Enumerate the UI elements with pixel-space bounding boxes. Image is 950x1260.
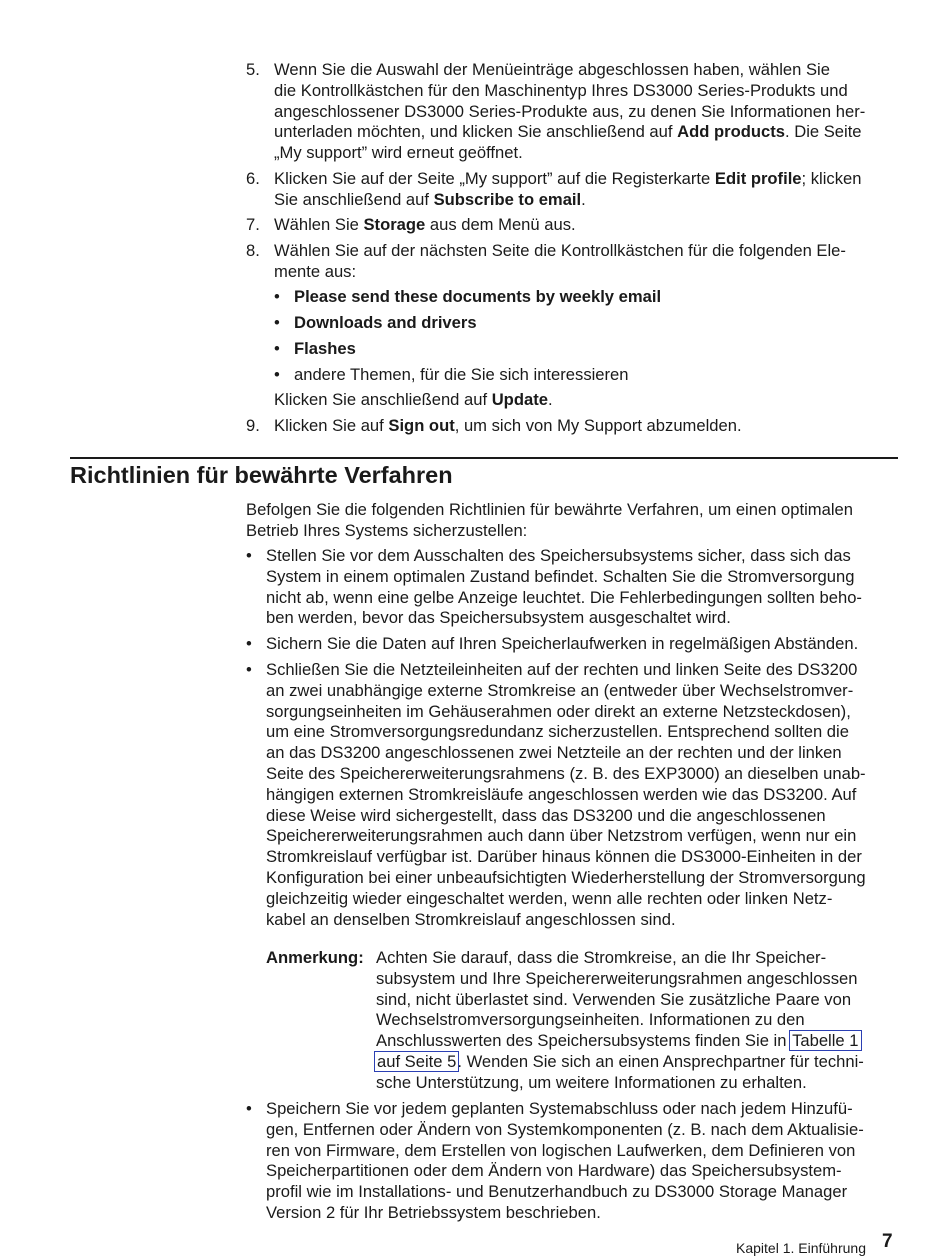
step-number: 7.	[246, 215, 260, 234]
note-line: sind, nicht überlastet sind. Verwenden Sie zusätzliche Paare von	[376, 989, 852, 1009]
bullet-line: an das DS3200 angeschlossenen zwei Netzteile an der rechten und der linken	[266, 743, 842, 763]
step-line: mente aus:	[274, 261, 357, 281]
ui-term-edit-profile: Edit profile	[714, 169, 802, 188]
bullet-line: an zwei unabhängige externe Stromkreise an (entweder über Wechselstromver-	[266, 680, 854, 700]
step-number: 9.	[246, 416, 260, 435]
step-line: „My support” wird erneut geöffnet.	[274, 143, 523, 163]
bullet-marker: •	[274, 313, 280, 332]
step-line: , um sich von My Support abzumelden.	[454, 416, 742, 435]
note-line: sche Unterstützung, um weitere Informationen zu erhalten.	[376, 1072, 807, 1092]
step-line: .	[581, 189, 586, 209]
step-6	[246, 169, 898, 211]
bullet-line: gen, Entfernen oder Ändern von Systemkomponenten (z. B. nach dem Aktualisie-	[266, 1119, 864, 1139]
note-line: Achten Sie darauf, dass die Stromkreise, an die Ihr Speicher-	[376, 948, 827, 967]
step-line: Sie anschließend auf	[274, 189, 434, 209]
bullet-line: Schließen Sie die Netzteileinheiten auf der rechten und linken Seite des DS3200	[266, 660, 858, 679]
bullet-line: ben werden, bevor das Speichersubsystem ausgeschaltet wird.	[266, 608, 731, 628]
step-number: 5.	[246, 60, 260, 79]
list-item	[246, 634, 896, 655]
step-line: .	[547, 390, 553, 409]
option-weekly-email: Please send these documents by weekly email	[294, 287, 662, 306]
note-line: . Wenden Sie sich an einen Ansprechpartner für techni-	[457, 1051, 864, 1071]
bullet-line: System in einem optimalen Zustand befindet. Schalten Sie die Stromversorgung	[266, 566, 855, 586]
bullet-marker: •	[274, 365, 280, 384]
step-line: Klicken Sie anschließend auf	[274, 390, 492, 409]
bullet-line: gleichzeitig wieder eingeschaltet werden, wenn alle rechten oder linken Netz-	[266, 888, 833, 908]
bullet-marker: •	[274, 287, 280, 306]
bullet-line: Speicherpartitionen oder dem Ändern von Hardware) das Speichersubsystem-	[266, 1161, 842, 1181]
section-rule	[70, 457, 898, 459]
bullet-line: Konfiguration bei einer unbeaufsichtigten Wiederherstellung der Stromversorgung	[266, 867, 866, 887]
ui-term-update: Update	[491, 390, 548, 409]
bullet-line: Stellen Sie vor dem Ausschalten des Speichersubsystems sicher, dass sich das	[266, 546, 851, 565]
ui-term-add-products: Add products	[677, 122, 785, 142]
step-5	[246, 60, 898, 164]
bullet-line: um eine Stromversorgungsredundanz sicherzustellen. Entsprechend sollten die	[266, 722, 849, 742]
bullet-line: Sichern Sie die Daten auf Ihren Speicherlaufwerken in regelmäßigen Abständen.	[266, 634, 859, 653]
cross-reference-link[interactable]: Tabelle 1	[789, 1030, 861, 1051]
step-9	[246, 416, 898, 437]
bullet-line: diese Weise wird sichergestellt, dass das DS3200 und die angeschlossenen	[266, 805, 826, 825]
step-line: ; klicken	[801, 169, 862, 188]
step-line: unterladen möchten, und klicken Sie anschließend auf	[274, 122, 678, 142]
ui-term-sign-out: Sign out	[388, 416, 455, 435]
step-line: Wählen Sie	[274, 215, 364, 234]
bullet-marker: •	[274, 339, 280, 358]
step-line: Wählen Sie auf der nächsten Seite die Kontrollkästchen für die folgenden Ele-	[274, 241, 846, 260]
bullet-marker: •	[246, 634, 252, 653]
section-heading: Richtlinien für bewährte Verfahren	[70, 462, 453, 488]
note-text	[376, 948, 898, 1094]
bullet-line: Speichererweiterungsrahmen auch dann über Netzstrom verfügen, wenn nur ein	[266, 826, 857, 846]
step-line: Klicken Sie auf	[274, 416, 389, 435]
bullet-line: Version 2 für Ihr Betriebssystem beschrieben.	[266, 1202, 601, 1222]
bullet-line: Stromkreislauf verfügbar ist. Darüber hinaus können die DS3000-Einheiten in der	[266, 847, 862, 867]
intro-line: Befolgen Sie die folgenden Richtlinien für bewährte Verfahren, um einen optimalen	[246, 500, 853, 519]
list-item	[274, 287, 894, 308]
list-item	[246, 1099, 896, 1224]
step-line: aus dem Menü aus.	[425, 215, 576, 234]
step-line: Wenn Sie die Auswahl der Menüeinträge abgeschlossen haben, wählen Sie	[274, 60, 830, 79]
step-8-followup	[274, 390, 553, 411]
cross-reference-link[interactable]: auf Seite 5	[374, 1051, 459, 1072]
bullet-line: Speichern Sie vor jedem geplanten Systemabschluss oder nach jedem Hinzufü-	[266, 1099, 853, 1118]
list-item	[274, 365, 894, 386]
bullet-line: nicht ab, wenn eine gelbe Anzeige leuchtet. Die Fehlerbedingungen sollten beho-	[266, 587, 862, 607]
ui-term-subscribe-to-email: Subscribe to email	[433, 189, 582, 209]
step-line: . Die Seite	[784, 122, 862, 142]
note-line: Anschlusswerten des Speichersubsystems finden Sie in	[376, 1031, 792, 1051]
bullet-line: kabel an denselben Stromkreislauf angeschlossen sind.	[266, 909, 676, 929]
bullet-line: profil wie im Installations- und Benutzerhandbuch zu DS3000 Storage Manager	[266, 1182, 848, 1202]
step-number: 6.	[246, 169, 260, 188]
list-item	[246, 660, 896, 930]
note-label: Anmerkung:	[266, 948, 364, 967]
step-line: angeschlossener DS3000 Series-Produkte aus, zu denen Sie Informationen her-	[274, 101, 866, 121]
step-line: Klicken Sie auf der Seite „My support” auf die Registerkarte	[274, 169, 715, 188]
section-intro	[246, 500, 896, 542]
bullet-line: sorgungseinheiten im Gehäuserahmen oder direkt an externe Netzsteckdosen),	[266, 701, 851, 721]
list-item	[246, 546, 896, 629]
bullet-marker: •	[246, 660, 252, 679]
step-7	[246, 215, 898, 236]
note-line: subsystem und Ihre Speichererweiterungsrahmen angeschlossen	[376, 968, 858, 988]
intro-line: Betrieb Ihres Systems sicherzustellen:	[246, 520, 528, 540]
bullet-line: hängigen externen Stromkreisläufe angeschlossen werden wie das DS3200. Auf	[266, 784, 857, 804]
step-number: 8.	[246, 241, 260, 260]
option-downloads-drivers: Downloads and drivers	[294, 313, 477, 332]
option-flashes: Flashes	[294, 339, 356, 358]
bullet-marker: •	[246, 546, 252, 565]
step-8	[246, 241, 898, 283]
note-line: Wechselstromversorgungseinheiten. Informationen zu den	[376, 1010, 805, 1030]
bullet-marker: •	[246, 1099, 252, 1118]
ui-term-storage: Storage	[363, 215, 426, 234]
step-line: die Kontrollkästchen für den Maschinentyp Ihres DS3000 Series-Produkts und	[274, 80, 848, 100]
bullet-line: Seite des Speichererweiterungsrahmens (z. B. des EXP3000) an dieselben unab-	[266, 763, 866, 783]
list-item	[274, 339, 894, 360]
footer-chapter: Kapitel 1. Einführung	[736, 1240, 866, 1256]
bullet-line: ren von Firmware, dem Erstellen von logischen Laufwerken, dem Definieren von	[266, 1140, 856, 1160]
list-item	[274, 313, 894, 334]
page-number: 7	[882, 1231, 893, 1252]
option-other-topics: andere Themen, für die Sie sich interessieren	[294, 365, 629, 384]
